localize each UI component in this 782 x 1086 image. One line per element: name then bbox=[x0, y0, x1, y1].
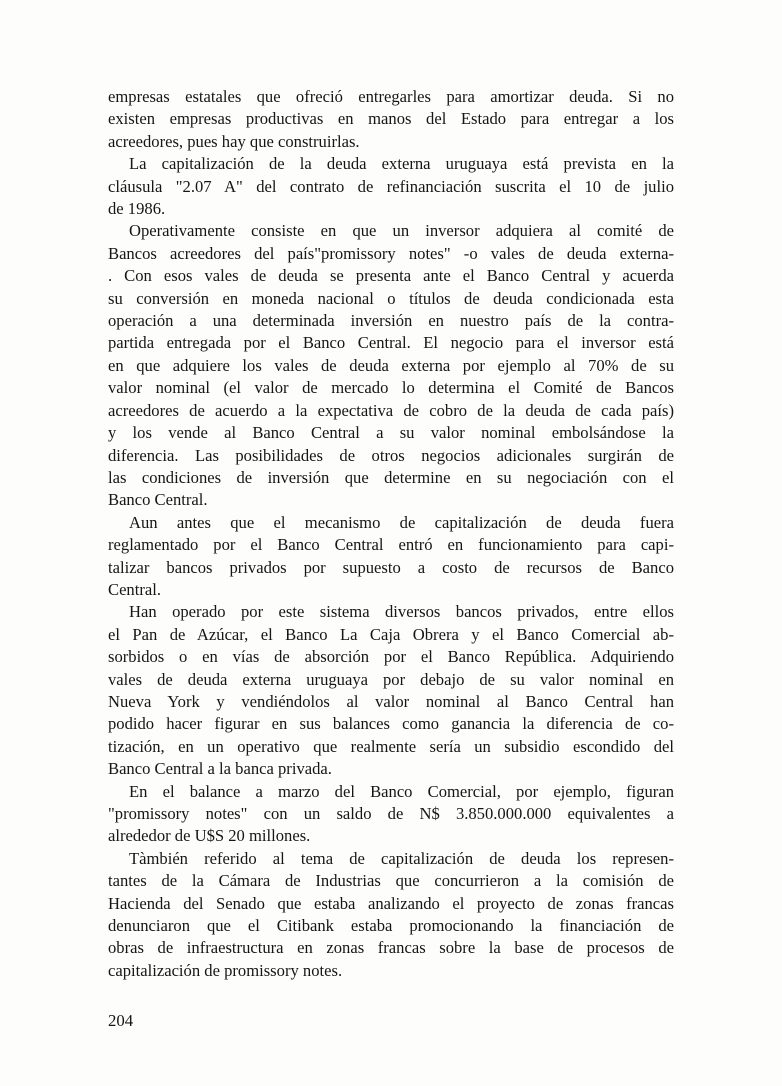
text-line: valor nominal (el valor de mercado lo determina el Comité de Bancos bbox=[108, 378, 674, 398]
text-line: sorbidos o en vías de absorción por el Banco República. Adquiriendo bbox=[108, 647, 674, 667]
text-line: existen empresas productivas en manos del Estado para entregar a los bbox=[108, 109, 674, 129]
text-line: Banco Central. bbox=[108, 490, 208, 510]
text-line: Nueva York y vendiéndolos al valor nominal al Banco Central han bbox=[108, 691, 674, 711]
text-line: diferencia. Las posibilidades de otros negocios adicionales surgirán de bbox=[108, 445, 674, 465]
text-line: las condiciones de inversión que determine en su negociación con el bbox=[108, 467, 674, 487]
text-line: en que adquiere los vales de deuda externa por ejemplo al 70% de su bbox=[108, 355, 674, 375]
text-line: alrededor de U$S 20 millones. bbox=[108, 826, 311, 846]
text-line: Aun antes que el mecanismo de capitalización de deuda fuera bbox=[129, 512, 674, 532]
text-line: . Con esos vales de deuda se presenta ante el Banco Central y acuerda bbox=[108, 266, 674, 286]
text-line: empresas estatales que ofreció entregarles para amortizar deuda. Si no bbox=[108, 87, 674, 106]
text-line: La capitalización de la deuda externa uruguaya está prevista en la bbox=[129, 154, 674, 174]
text-line: tantes de la Cámara de Industrias que concurrieron a la comisión de bbox=[108, 871, 674, 891]
text-line: denunciaron que el Citibank estaba promocionando la financiación de bbox=[108, 916, 674, 936]
text-line: tización, en un operativo que realmente sería un subsidio escondido del bbox=[108, 736, 674, 756]
text-line: Hacienda del Senado que estaba analizando el proyecto de zonas francas bbox=[108, 893, 674, 913]
text-line: Tàmbién referido al tema de capitalización de deuda los represen- bbox=[129, 848, 674, 868]
text-line: Central. bbox=[108, 579, 161, 599]
text-line: reglamentado por el Banco Central entró en funcionamiento para capi- bbox=[108, 535, 674, 555]
text-line: Operativamente consiste en que un inversor adquiera al comité de bbox=[129, 221, 674, 241]
text-line: acreedores de acuerdo a la expectativa de cobro de la deuda de cada país) bbox=[108, 400, 674, 420]
text-line: podido hacer figurar en sus balances como ganancia la diferencia de co- bbox=[108, 714, 674, 734]
text-line: "promissory notes" con un saldo de N$ 3.850.000.000 equivalentes a bbox=[108, 804, 674, 823]
body-text bbox=[108, 86, 674, 982]
text-line: talizar bancos privados por supuesto a costo de recursos de Banco bbox=[108, 557, 674, 577]
text-line: el Pan de Azúcar, el Banco La Caja Obrera y el Banco Comercial ab- bbox=[108, 624, 674, 644]
text-line: de 1986. bbox=[108, 199, 166, 219]
text-line: vales de deuda externa uruguaya por debajo de su valor nominal en bbox=[108, 669, 674, 689]
text-line: Bancos acreedores del país"promissory notes" -o vales de deuda externa- bbox=[108, 243, 674, 263]
text-line: y los vende al Banco Central a su valor nominal embolsándose la bbox=[108, 423, 674, 443]
text-line: operación a una determinada inversión en nuestro país de la contra- bbox=[108, 311, 674, 331]
text-line: cláusula "2.07 A" del contrato de refinanciación suscrita el 10 de julio bbox=[108, 176, 674, 196]
page-number: 204 bbox=[108, 1011, 134, 1030]
text-line: Han operado por este sistema diversos bancos privados, entre ellos bbox=[129, 602, 674, 622]
text-line: acreedores, pues hay que construirlas. bbox=[108, 131, 360, 151]
text-line: su conversión en moneda nacional o títulos de deuda condicionada esta bbox=[108, 288, 674, 308]
text-line: partida entregada por el Banco Central. El negocio para el inversor está bbox=[108, 333, 674, 353]
text-line: En el balance a marzo del Banco Comercial, por ejemplo, figuran bbox=[129, 781, 674, 801]
text-line: Banco Central a la banca privada. bbox=[108, 759, 332, 779]
text-line: obras de infraestructura en zonas francas sobre la base de procesos de bbox=[108, 938, 674, 958]
text-line: capitalización de promissory notes. bbox=[108, 960, 343, 980]
